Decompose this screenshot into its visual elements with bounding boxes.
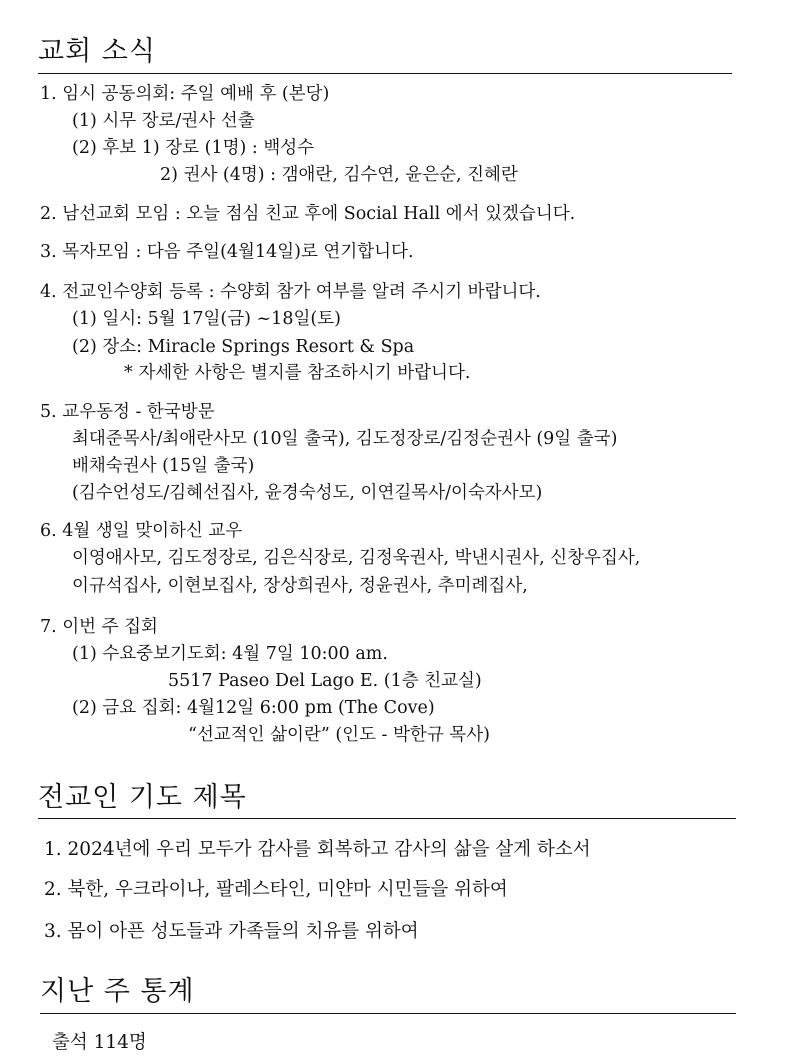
section-title-church-news: 교회 소식 bbox=[38, 36, 156, 67]
news-item-topic: “선교적인 삶이란” (인도 - 박한규 목사) bbox=[188, 725, 490, 745]
prayer-item: 2. 북한, 우크라이나, 팔레스타인, 미얀마 시민들을 위하여 bbox=[44, 879, 508, 900]
section-divider bbox=[38, 818, 736, 819]
news-item-sub: (2) 장소: Miracle Springs Resort & Spa bbox=[72, 337, 415, 357]
news-item-sub: 2) 권사 (4명) : 갬애란, 김수연, 윤은순, 진혜란 bbox=[160, 165, 518, 185]
attendance-stat: 출석 114명 bbox=[52, 1032, 147, 1053]
news-item-sub: (1) 수요중보기도회: 4월 7일 10:00 am. bbox=[72, 644, 388, 664]
news-item-address: 5517 Paseo Del Lago E. (1층 친교실) bbox=[168, 671, 482, 691]
section-title-stats: 지난 주 통계 bbox=[40, 976, 195, 1007]
news-item-line: 최대준목사/최애란사모 (10일 출국), 김도정장로/김정순권사 (9일 출국) bbox=[72, 429, 618, 449]
news-item-heading: 6. 4월 생일 맞이하신 교우 bbox=[40, 521, 243, 541]
section-divider bbox=[40, 1013, 736, 1014]
news-item-heading: 4. 전교인수양회 등록 : 수양회 참가 여부를 알려 주시기 바랍니다. bbox=[40, 282, 541, 302]
news-item-note: * 자세한 사항은 별지를 참조하시기 바랍니다. bbox=[124, 363, 471, 383]
news-item-line: 배채숙권사 (15일 출국) bbox=[72, 456, 255, 476]
news-item-heading: 5. 교우동정 - 한국방문 bbox=[40, 402, 215, 422]
section-divider bbox=[38, 73, 732, 74]
news-item-heading: 7. 이번 주 집회 bbox=[40, 617, 158, 637]
news-item-heading: 3. 목자모임 : 다음 주일(4월14일)로 연기합니다. bbox=[40, 242, 414, 262]
news-item-heading: 2. 남선교회 모임 : 오늘 점심 친교 후에 Social Hall 에서 있겠습니다. bbox=[40, 204, 576, 224]
news-item-sub: (2) 후보 1) 장로 (1명) : 백성수 bbox=[72, 138, 315, 158]
news-item-sub: (1) 일시: 5월 17일(금) ~18일(토) bbox=[72, 309, 341, 329]
news-item-sub: (1) 시무 장로/권사 선출 bbox=[72, 111, 255, 131]
news-item-sub: (2) 금요 집회: 4월12일 6:00 pm (The Cove) bbox=[72, 698, 435, 718]
news-item-line: (김수언성도/김혜선집사, 윤경숙성도, 이연길목사/이숙자사모) bbox=[72, 483, 543, 503]
prayer-item: 1. 2024년에 우리 모두가 감사를 회복하고 감사의 삶을 살게 하소서 bbox=[44, 839, 591, 860]
news-item-line: 이영애사모, 김도정장로, 김은식장로, 김정욱권사, 박낸시권사, 신창우집사, bbox=[72, 548, 641, 568]
section-title-prayer: 전교인 기도 제목 bbox=[38, 782, 247, 813]
news-item-line: 이규석집사, 이현보집사, 장상희권사, 정윤권사, 추미례집사, bbox=[72, 576, 528, 596]
prayer-item: 3. 몸이 아픈 성도들과 가족들의 치유를 위하여 bbox=[44, 921, 419, 942]
news-item-heading: 1. 임시 공동의회: 주일 예배 후 (본당) bbox=[40, 84, 330, 104]
